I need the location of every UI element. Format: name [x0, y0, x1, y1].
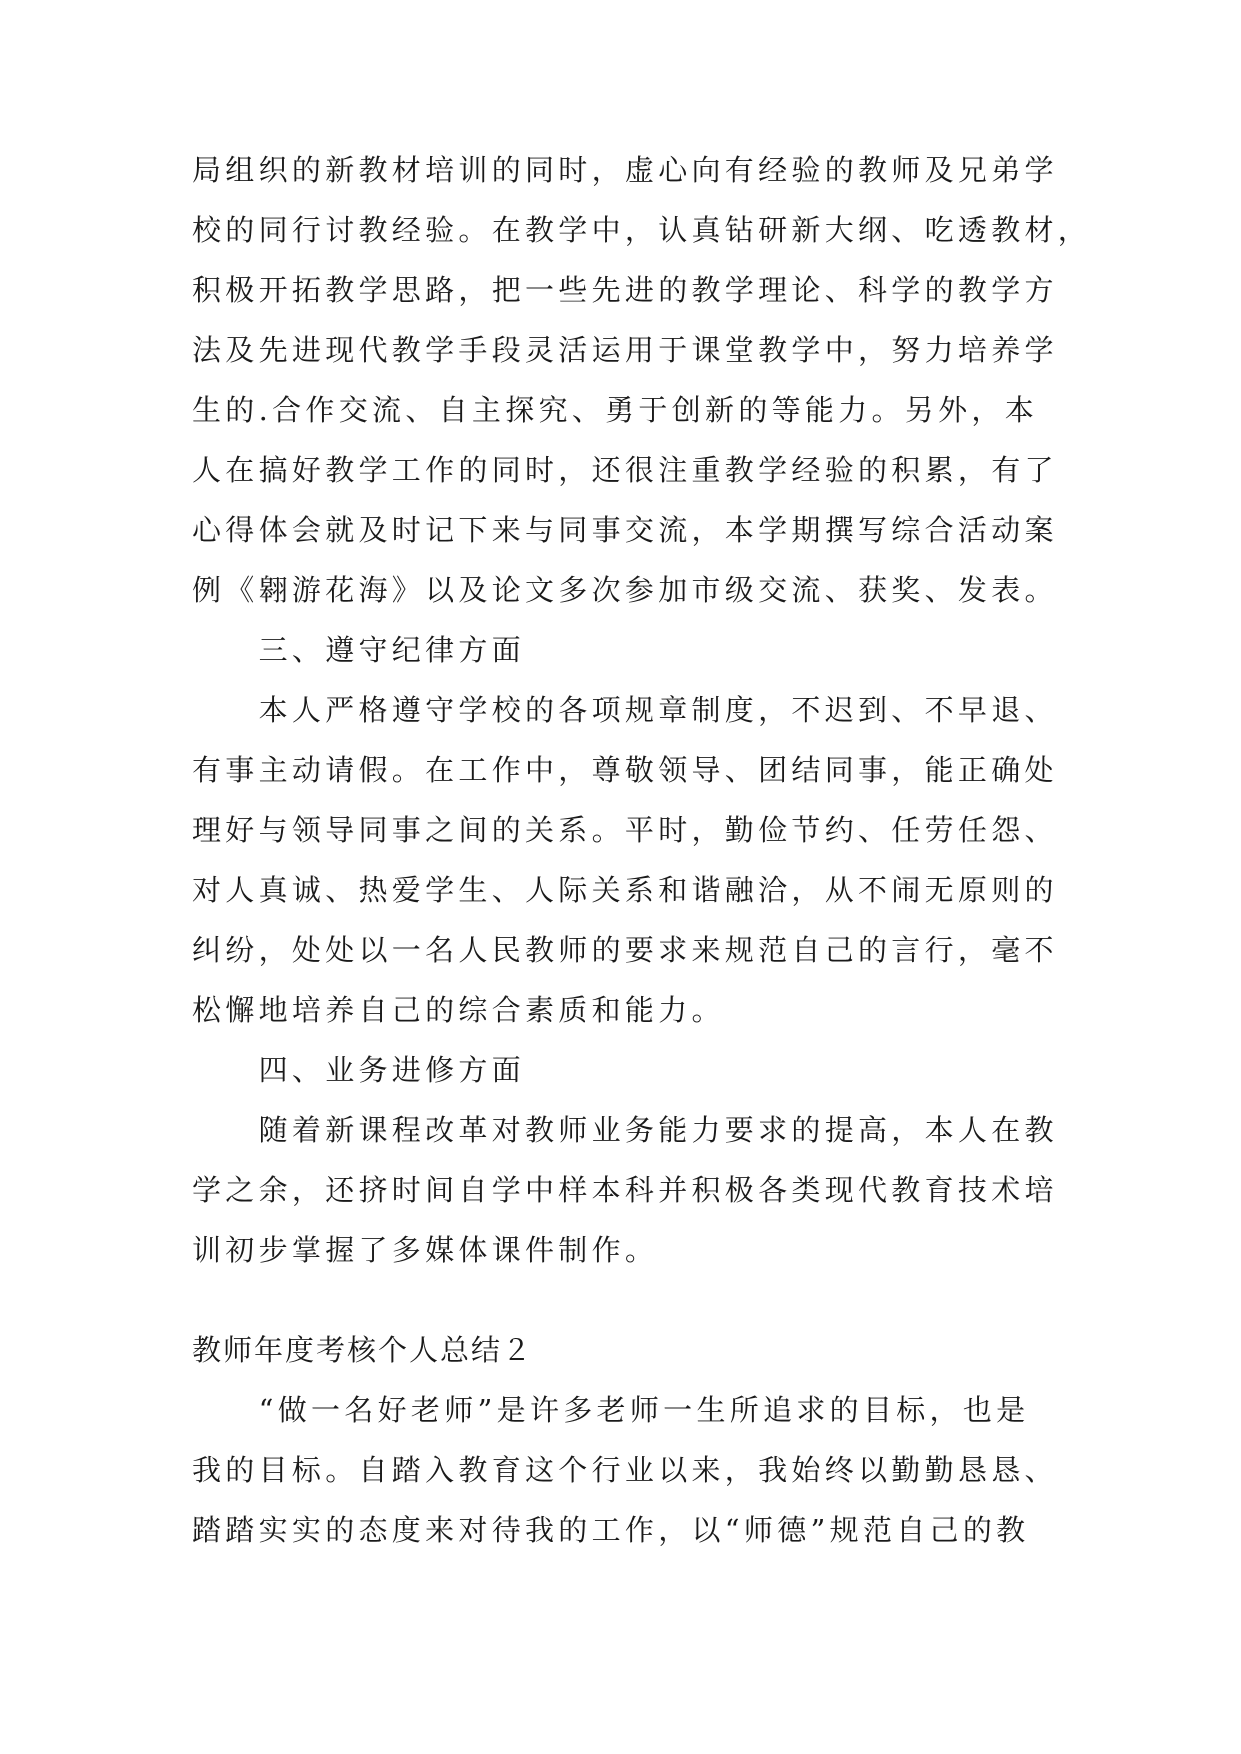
text-line: 对人真诚、热爱学生、人际关系和谐融洽，从不闹无原则的 [192, 873, 1058, 907]
text-line: 心得体会就及时记下来与同事交流，本学期撰写综合活动案 [192, 513, 1058, 547]
text-line: 本人严格遵守学校的各项规章制度，不迟到、不早退、 [192, 693, 1058, 727]
text-line: “做一名好老师”是许多老师一生所追求的目标，也是 [192, 1393, 1030, 1427]
text-line: 有事主动请假。在工作中，尊敬领导、团结同事，能正确处 [192, 753, 1058, 787]
text-line: 局组织的新教材培训的同时，虚心向有经验的教师及兄弟学 [192, 153, 1058, 187]
text-line: 我的目标。自踏入教育这个行业以来，我始终以勤勤恳恳、 [192, 1453, 1058, 1487]
section-heading: 三、遵守纪律方面 [192, 633, 526, 667]
text-line: 理好与领导同事之间的关系。平时，勤俭节约、任劳任怨、 [192, 813, 1058, 847]
text-line: 随着新课程改革对教师业务能力要求的提高，本人在教 [192, 1113, 1058, 1147]
text-line: 校的同行讨教经验。在教学中，认真钻研新大纲、吃透教材， [192, 213, 1092, 247]
text-line: 踏踏实实的态度来对待我的工作，以“师德”规范自己的教 [192, 1513, 1030, 1547]
text-line: 学之余，还挤时间自学中样本科并积极各类现代教育技术培 [192, 1173, 1058, 1207]
text-line: 积极开拓教学思路，把一些先进的教学理论、科学的教学方 [192, 273, 1058, 307]
text-line: 人在搞好教学工作的同时，还很注重教学经验的积累，有了 [192, 453, 1058, 487]
text-line: 生的.合作交流、自主探究、勇于创新的等能力。另外，本 [192, 393, 1039, 427]
article-title: 教师年度考核个人总结２ [192, 1333, 534, 1367]
text-line: 训初步掌握了多媒体课件制作。 [192, 1233, 659, 1267]
text-line: 纠纷，处处以一名人民教师的要求来规范自己的言行，毫不 [192, 933, 1058, 967]
section-heading: 四、业务进修方面 [192, 1053, 526, 1087]
text-line: 法及先进现代教学手段灵活运用于课堂教学中，努力培养学 [192, 333, 1058, 367]
text-line: 松懈地培养自己的综合素质和能力。 [192, 993, 725, 1027]
text-line: 例《翱游花海》以及论文多次参加市级交流、获奖、发表。 [192, 573, 1058, 607]
